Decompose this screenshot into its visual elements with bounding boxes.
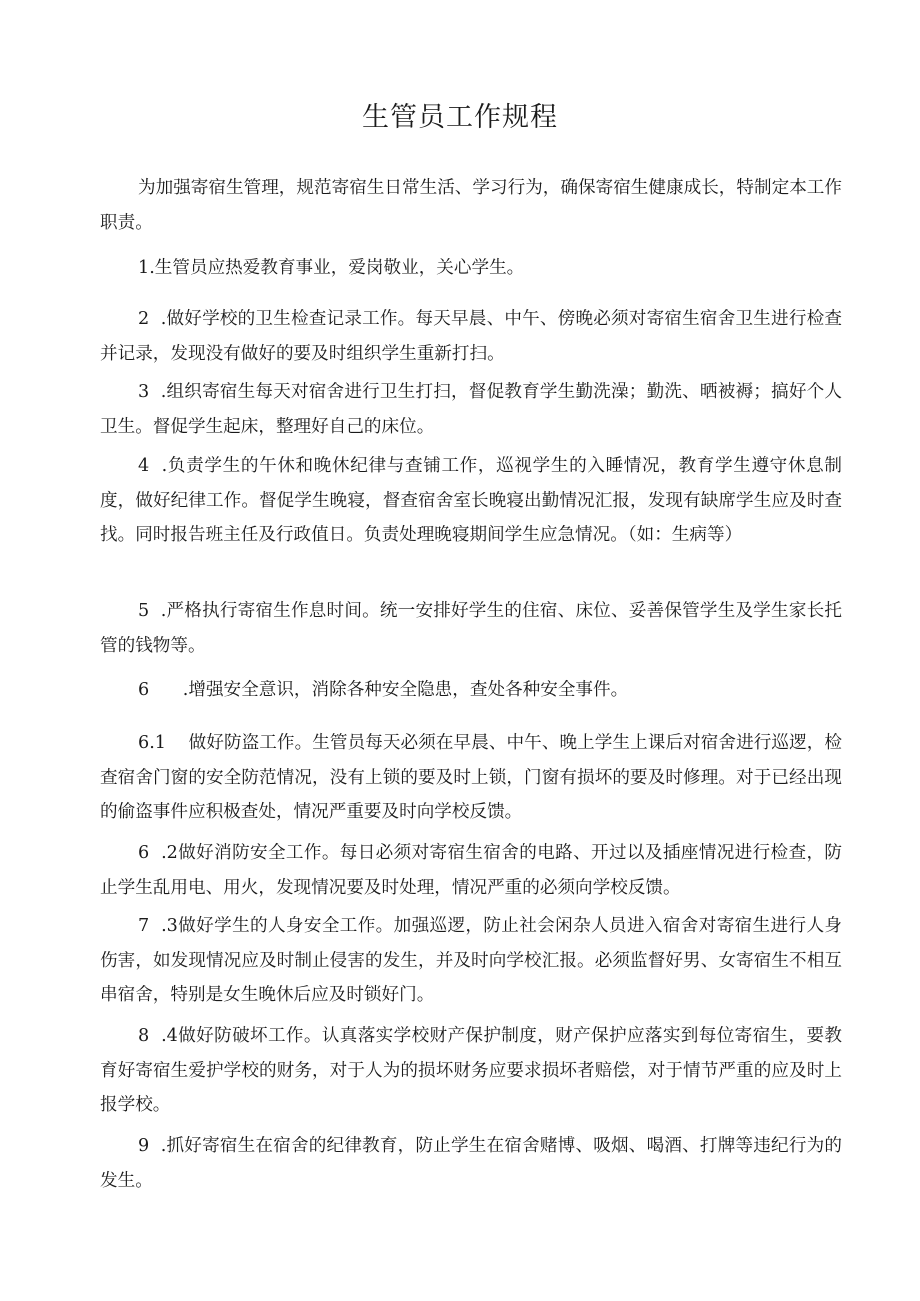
- paragraph-text: 为加强寄宿生管理，规范寄宿生日常生活、学习行为，确保寄宿生健康成长，特制定本工作职责。: [100, 178, 842, 233]
- intro-paragraph: [100, 171, 842, 240]
- paragraph-number: 7 .3: [138, 916, 178, 936]
- paragraph-text: 组织寄宿生每天对宿舍进行卫生打扫，督促教育学生勤洗澡；勤洗、晒被褥；搞好个人卫生。督促学生起床，整理好自己的床位。: [100, 382, 842, 437]
- paragraph-5: [100, 594, 842, 663]
- paragraph-6-3: [100, 909, 842, 1013]
- document-title: 生管员工作规程: [362, 102, 558, 133]
- paragraph-number: 6 .2: [138, 843, 178, 863]
- paragraph-4: [100, 449, 842, 553]
- paragraph-text: 做好学校的卫生检查记录工作。每天早晨、中午、傍晚必须对寄宿生宿舍卫生进行检查并记录，发现没有做好的要及时组织学生重新打扫。: [100, 309, 842, 364]
- paragraph-6-1: [100, 726, 842, 830]
- paragraph-number: 4 .: [138, 456, 168, 476]
- paragraph-number: 1.: [138, 258, 155, 278]
- paragraph-number: 2 .: [138, 309, 167, 329]
- paragraph-1: [100, 251, 842, 286]
- paragraph-text: 做好学生的人身安全工作。加强巡逻，防止社会闲杂人员进入宿舍对寄宿生进行人身伤害，如发现情况应及时制止侵害的发生，并及时向学校汇报。必须监督好男、女寄宿生不相互串宿舍，特别是女生晚休后应及时锁好门。: [100, 916, 842, 1005]
- paragraph-text: 增强安全意识，消除各种安全隐患，查处各种安全事件。: [188, 680, 629, 700]
- paragraph-text: 做好防盗工作。生管员每天必须在早晨、中午、晚上学生上课后对宿舍进行巡逻，检查宿舍门窗的安全防范情况，没有上锁的要及时上锁，门窗有损坏的要及时修理。对于已经出现的偷盗事件应积极查处，情况严重要及时向学校反馈。: [100, 733, 842, 822]
- paragraph-6: [100, 673, 842, 708]
- paragraph-text: 严格执行寄宿生作息时间。统一安排好学生的住宿、床位、妥善保管学生及学生家长托管的钱物等。: [100, 601, 842, 656]
- paragraph-9: [100, 1129, 842, 1198]
- paragraph-text: 生管员应热爱教育事业，爱岗敬业，关心学生。: [154, 258, 525, 278]
- paragraph-3: [100, 375, 842, 444]
- paragraph-text: 做好消防安全工作。每日必须对寄宿生宿舍的电路、开过以及插座情况进行检查，防止学生乱用电、用火，发现情况要及时处理，情况严重的必须向学校反馈。: [100, 843, 842, 898]
- paragraph-number: 5 .: [138, 601, 167, 621]
- paragraph-text: 负责学生的午休和晚休纪律与查铺工作，巡视学生的入睡情况，教育学生遵守休息制度，做好纪律工作。督促学生晚寝，督查宿舍室长晚寝出勤情况汇报，发现有缺席学生应及时查找。同时报告班主任及行政值日。负责处理晚寝期间学生应急情况。（如：生病等）: [100, 456, 842, 545]
- paragraph-2: [100, 302, 842, 371]
- paragraph-number: 9 .: [138, 1136, 167, 1156]
- paragraph-6-2: [100, 836, 842, 905]
- paragraph-number: 8 .4: [138, 1026, 178, 1046]
- paragraph-number: 3 .: [138, 382, 167, 402]
- paragraph-number: 6 .: [138, 680, 189, 700]
- paragraph-text: 做好防破坏工作。认真落实学校财产保护制度，财产保护应落实到每位寄宿生，要教育好寄宿生爱护学校的财务，对于人为的损坏财务应要求损坏者赔偿，对于情节严重的应及时上报学校。: [100, 1026, 842, 1115]
- paragraph-text: 抓好寄宿生在宿舍的纪律教育，防止学生在宿舍赌博、吸烟、喝酒、打牌等违纪行为的发生。: [100, 1136, 842, 1191]
- paragraph-6-4: [100, 1019, 842, 1123]
- paragraph-number: 6.1: [138, 733, 189, 753]
